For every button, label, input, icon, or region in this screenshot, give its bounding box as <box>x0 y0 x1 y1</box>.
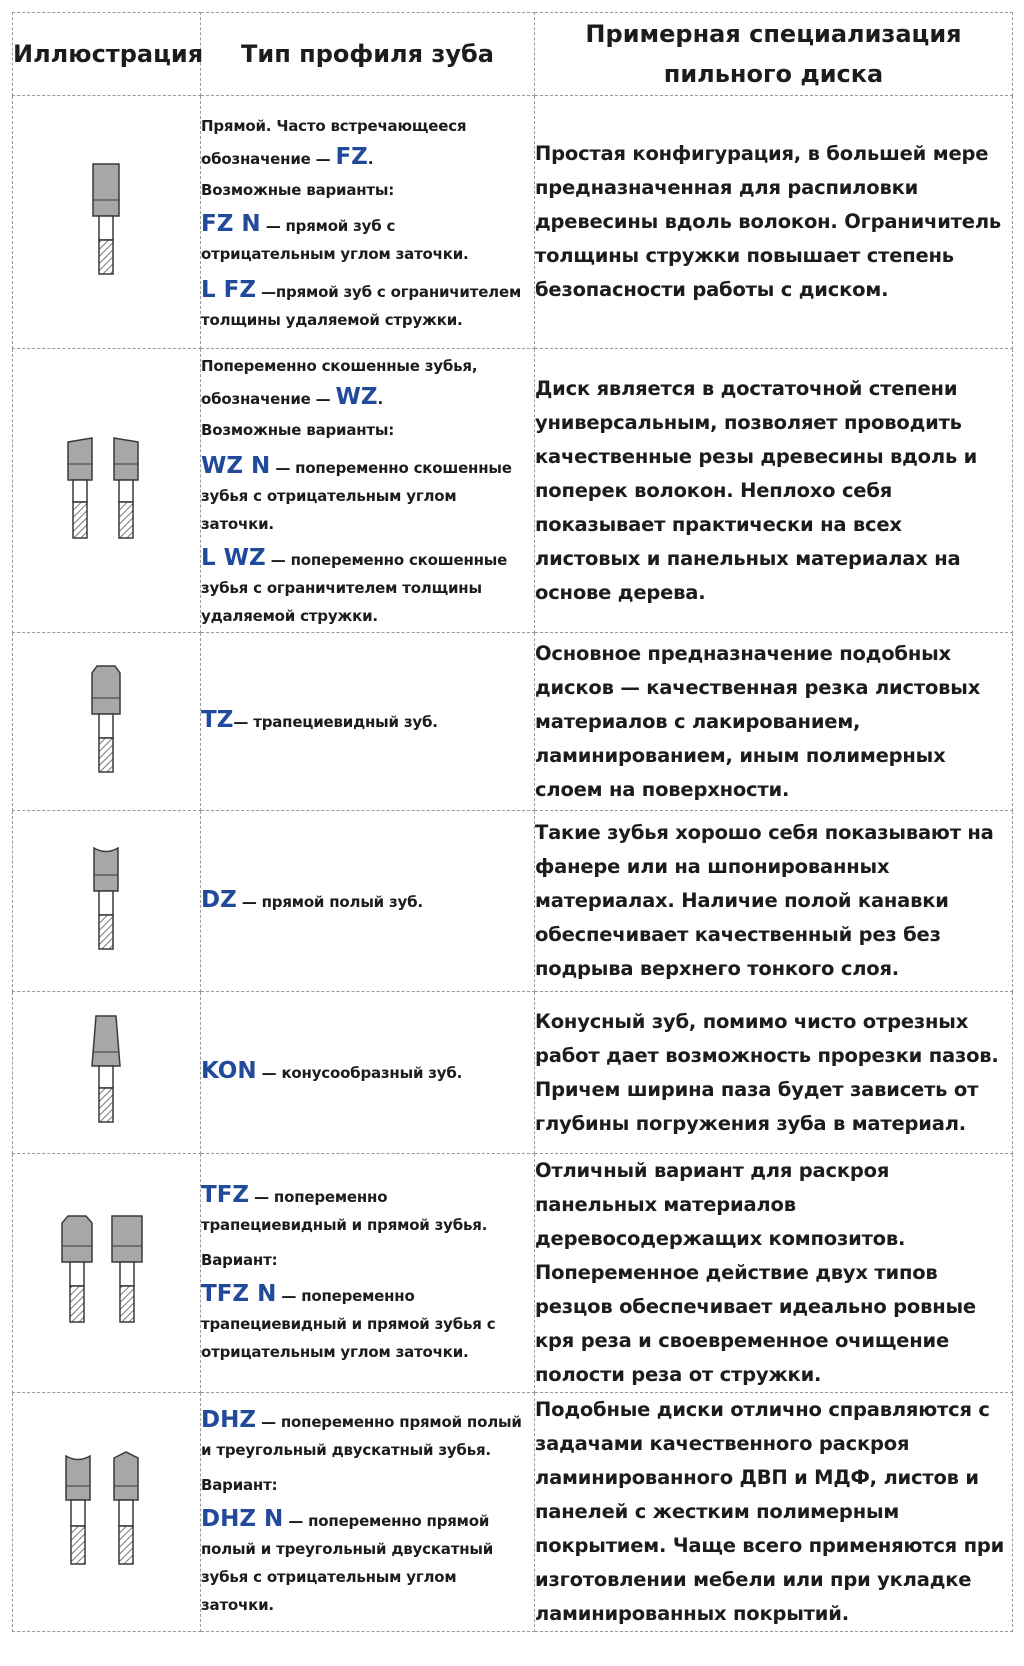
description-cell: Конусный зуб, помимо чисто отрезных работ дает возможность прорезки пазов. Причем ширина паза будет зависеть от глубины погружения зуба в материал. <box>535 992 1013 1154</box>
description-cell: Основное предназначение подобных дисков — качественная резка листовых материалов с лакированием, ламинированием, иным полимерных слоем на поверхности. <box>535 633 1013 811</box>
profile-text: — попеременно трапециевидный и прямой зубья. <box>201 1187 488 1234</box>
trapezoid-tooth-icon <box>87 664 127 780</box>
variant-text: —прямой зуб с ограничителем толщины удаляемой стружки. <box>201 282 521 329</box>
profile-text: обозначение — <box>201 390 331 408</box>
profile-cell <box>201 96 535 349</box>
illustration-cell <box>13 96 201 349</box>
description-cell: Простая конфигурация, в большей мере предназначенная для распиловки древесины вдоль волокон. Ограничитель толщины стружки повышает степень безопасности работы с диском. <box>535 96 1013 349</box>
profile-text: . <box>377 390 384 408</box>
description-cell: Отличный вариант для раскроя панельных материалов деревосодержащих композитов. Попеременное действие двух типов резцов обеспечивает идеально ровные кря реза и своевременное очищение полости реза от стружки. <box>535 1154 1013 1393</box>
trapezoid-flat-teeth-icon <box>59 1214 155 1332</box>
variant <box>201 544 534 630</box>
variant-text: — попеременно скошенные зубья с отрицательным углом заточки. <box>201 459 512 533</box>
tooth-profile-table <box>12 12 1013 1632</box>
profile-line <box>201 705 534 738</box>
variant-text: — прямой зуб с отрицательным углом заточки. <box>201 216 469 263</box>
hollow-triangle-teeth-icon <box>62 1450 152 1574</box>
header-illustration: Иллюстрация <box>13 13 201 96</box>
variant-text: — попеременно скошенные зубья с ограничителем толщины удаляемой стружки. <box>201 551 508 625</box>
illustration-cell <box>13 1393 201 1632</box>
description-cell: Такие зубья хорошо себя показывают на фанере или на шпонированных материалах. Наличие полой канавки обеспечивает качественный рез без подрыва верхнего тонкого слоя. <box>535 811 1013 992</box>
hollow-tooth-icon <box>87 843 127 959</box>
variant-code: TFZ N <box>201 1280 277 1307</box>
variant-code: FZ N <box>201 210 261 237</box>
variants-label: Вариант: <box>201 1250 278 1269</box>
table-row <box>13 633 1013 811</box>
variant <box>201 1280 534 1366</box>
profile-cell <box>201 992 535 1154</box>
profile-cell <box>201 633 535 811</box>
variant <box>201 276 534 334</box>
illustration-cell <box>13 992 201 1154</box>
profile-cell <box>201 1154 535 1393</box>
profile-line <box>201 1056 534 1089</box>
description-cell: Диск является в достаточной степени универсальным, позволяет проводить качественные резы древесины вдоль и поперек волокон. Неплохо себя показывает практически на всех листовых и панельных материалах на основе дерева. <box>535 349 1013 633</box>
profile-code: TZ <box>201 707 234 733</box>
header-specialization: Примерная специализация пильного диска <box>535 13 1013 96</box>
profile-cell <box>201 349 535 633</box>
profile-code: DHZ <box>201 1406 257 1433</box>
illustration-cell <box>13 811 201 992</box>
profile-text: — прямой полый зуб. <box>241 892 423 911</box>
conical-tooth-icon <box>87 1014 127 1132</box>
variant <box>201 1505 534 1619</box>
profile-line: Прямой. Часто встречающееся <box>201 116 467 135</box>
profile-cell <box>201 1393 535 1632</box>
header-row <box>13 13 1013 96</box>
table-row <box>13 1393 1013 1632</box>
table-row <box>13 811 1013 992</box>
description-cell: Подобные диски отлично справляются с задачами качественного раскроя ламинированного ДВП и МДФ, листов и панелей с жестким полимерным покрытием. Чаще всего применяются при изготовлении мебели или при укладке ламинированных покрытий. <box>535 1393 1013 1632</box>
profile-line <box>201 142 534 175</box>
variant <box>201 210 534 268</box>
profile-line: Попеременно скошенные зубья, <box>201 357 478 375</box>
illustration-cell <box>13 633 201 811</box>
profile-line <box>201 1181 534 1239</box>
profile-text: обозначение — <box>201 149 331 168</box>
variant-code: L FZ <box>201 276 257 303</box>
profile-text: . <box>367 149 374 168</box>
profile-code: FZ <box>335 143 368 170</box>
table-row <box>13 992 1013 1154</box>
variant <box>201 452 534 538</box>
variant-code: WZ N <box>201 453 271 479</box>
illustration-cell <box>13 1154 201 1393</box>
profile-code: TFZ <box>201 1181 250 1208</box>
profile-text: — трапециевидный зуб. <box>233 713 438 731</box>
table-row <box>13 349 1013 633</box>
table-row <box>13 1154 1013 1393</box>
flat-tooth-icon <box>87 162 127 282</box>
variants-label: Возможные варианты: <box>201 421 395 439</box>
profile-code: WZ <box>335 384 378 410</box>
profile-text: — конусообразный зуб. <box>261 1064 463 1082</box>
illustration-cell <box>13 349 201 633</box>
profile-line <box>201 885 534 918</box>
variant-text: — попеременно прямой полый и треугольный двускатный зубья с отрицательным углом заточки. <box>201 1511 494 1614</box>
profile-line <box>201 1406 534 1464</box>
profile-code: DZ <box>201 886 237 913</box>
variants-label: Вариант: <box>201 1475 278 1494</box>
alternate-bevel-teeth-icon <box>62 436 152 546</box>
variant-text: — попеременно трапециевидный и прямой зубья с отрицательным углом заточки. <box>201 1286 496 1361</box>
profile-line <box>201 382 534 415</box>
header-profile-type: Тип профиля зуба <box>201 13 535 96</box>
profile-cell <box>201 811 535 992</box>
variant-code: L WZ <box>201 545 266 571</box>
profile-code: KON <box>201 1058 257 1084</box>
variants-label: Возможные варианты: <box>201 180 395 199</box>
table-row <box>13 96 1013 349</box>
profile-text: — попеременно прямой полый и треугольный двускатный зубья. <box>201 1412 522 1459</box>
variant-code: DHZ N <box>201 1505 284 1532</box>
